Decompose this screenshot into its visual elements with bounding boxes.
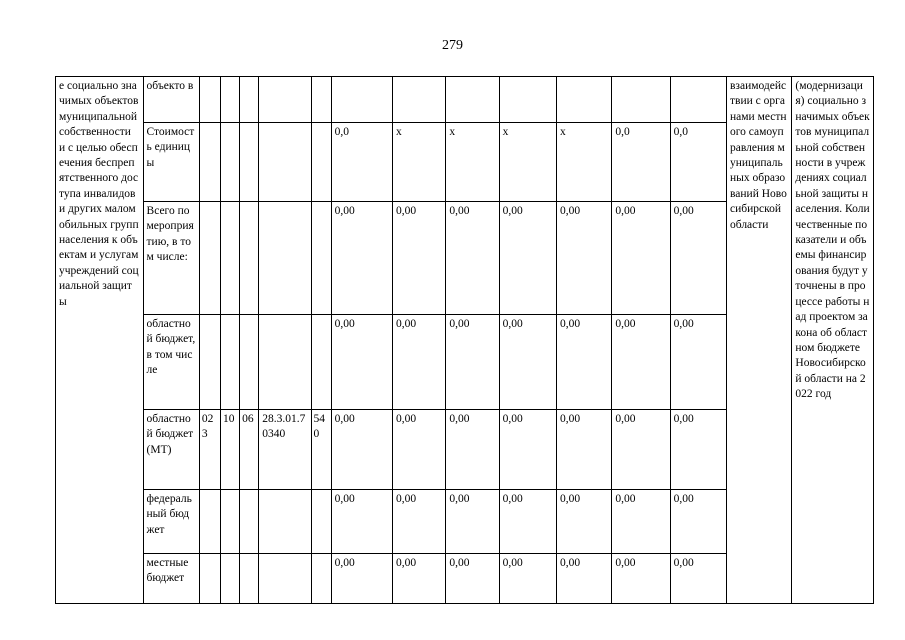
code-cell (199, 202, 220, 315)
value-cell (612, 77, 670, 123)
value-cell: 0,00 (446, 410, 499, 490)
table-row (56, 77, 874, 123)
value-cell: 0,00 (393, 490, 446, 554)
row-label-cell: местные бюджет (143, 554, 199, 604)
code-cell (311, 490, 331, 554)
page-number: 279 (442, 38, 463, 53)
value-cell: 0,00 (331, 554, 392, 604)
value-cell (556, 77, 611, 123)
code-cell (221, 554, 240, 604)
code-cell (240, 315, 259, 410)
code-cell: 28.3.01.70340 (259, 410, 311, 490)
value-cell: 0,00 (612, 410, 670, 490)
value-cell: 0,00 (393, 554, 446, 604)
code-cell (199, 554, 220, 604)
code-cell (259, 202, 311, 315)
code-cell: 06 (240, 410, 259, 490)
value-cell: 0,00 (393, 202, 446, 315)
value-cell: 0,00 (446, 490, 499, 554)
value-cell: 0,00 (612, 202, 670, 315)
value-cell: 0,00 (393, 410, 446, 490)
result-cell: (модернизация) социально значимых объектов муниципальной собственности в учреждениях социальной защиты населения. Количественные показатели и объемы финансирования будут уточнены в процессе работы над проектом закона об областном бюджете Новосибирской области на 2022 год (792, 77, 874, 604)
code-cell: 540 (311, 410, 331, 490)
value-cell (670, 77, 726, 123)
value-cell: 0,00 (556, 410, 611, 490)
value-cell: 0,00 (446, 554, 499, 604)
value-cell: 0,00 (331, 202, 392, 315)
value-cell: 0,0 (331, 123, 392, 202)
code-cell (311, 202, 331, 315)
code-cell (199, 123, 220, 202)
code-cell: 10 (221, 410, 240, 490)
value-cell: 0,0 (612, 123, 670, 202)
measure-description-cell: е социально значимых объектов муниципальной собственности и с целью обеспечения беспрепятственного доступа инвалидов и других маломобильных групп населения к объектам и услугам учреждений социальной защиты (56, 77, 144, 604)
executor-cell: взаимодействии с органами местного самоуправления муниципальных образований Новосибирской области (727, 77, 792, 604)
value-cell: 0,00 (499, 410, 556, 490)
code-cell (240, 490, 259, 554)
value-cell: 0,00 (670, 554, 726, 604)
value-cell: 0,00 (670, 315, 726, 410)
code-cell (311, 123, 331, 202)
code-cell (221, 77, 240, 123)
code-cell (221, 202, 240, 315)
code-cell (240, 123, 259, 202)
value-cell: 0,00 (499, 490, 556, 554)
code-cell (240, 77, 259, 123)
code-cell (221, 315, 240, 410)
value-cell: 0,00 (331, 410, 392, 490)
value-cell: х (446, 123, 499, 202)
code-cell (199, 77, 220, 123)
value-cell (331, 77, 392, 123)
code-cell (259, 123, 311, 202)
value-cell: 0,00 (556, 315, 611, 410)
value-cell: 0,00 (670, 410, 726, 490)
value-cell: 0,00 (612, 490, 670, 554)
value-cell: х (393, 123, 446, 202)
value-cell (499, 77, 556, 123)
value-cell: х (499, 123, 556, 202)
code-cell (221, 123, 240, 202)
value-cell: 0,00 (393, 315, 446, 410)
value-cell: 0,00 (331, 315, 392, 410)
value-cell: 0,00 (331, 490, 392, 554)
code-cell (259, 490, 311, 554)
budget-table (55, 76, 874, 604)
row-label-cell: объекто в (143, 77, 199, 123)
value-cell: 0,00 (446, 202, 499, 315)
code-cell (311, 315, 331, 410)
row-label-cell: Всего по мероприятию, в том числе: (143, 202, 199, 315)
value-cell (446, 77, 499, 123)
value-cell: 0,00 (499, 554, 556, 604)
value-cell: 0,00 (556, 490, 611, 554)
code-cell (221, 490, 240, 554)
code-cell (199, 490, 220, 554)
value-cell: 0,00 (670, 490, 726, 554)
value-cell: 0,00 (499, 315, 556, 410)
code-cell (311, 554, 331, 604)
value-cell: 0,00 (556, 202, 611, 315)
row-label-cell: областной бюджет, в том числе (143, 315, 199, 410)
code-cell: 023 (199, 410, 220, 490)
value-cell: 0,00 (612, 554, 670, 604)
value-cell: 0,00 (612, 315, 670, 410)
code-cell (240, 554, 259, 604)
value-cell: 0,00 (499, 202, 556, 315)
code-cell (240, 202, 259, 315)
code-cell (259, 77, 311, 123)
value-cell: х (556, 123, 611, 202)
row-label-cell: областной бюджет (МТ) (143, 410, 199, 490)
value-cell: 0,00 (446, 315, 499, 410)
row-label-cell: Стоимость единицы (143, 123, 199, 202)
value-cell (393, 77, 446, 123)
value-cell: 0,00 (556, 554, 611, 604)
row-label-cell: федеральный бюджет (143, 490, 199, 554)
value-cell: 0,0 (670, 123, 726, 202)
code-cell (199, 315, 220, 410)
code-cell (259, 315, 311, 410)
value-cell: 0,00 (670, 202, 726, 315)
code-cell (259, 554, 311, 604)
code-cell (311, 77, 331, 123)
